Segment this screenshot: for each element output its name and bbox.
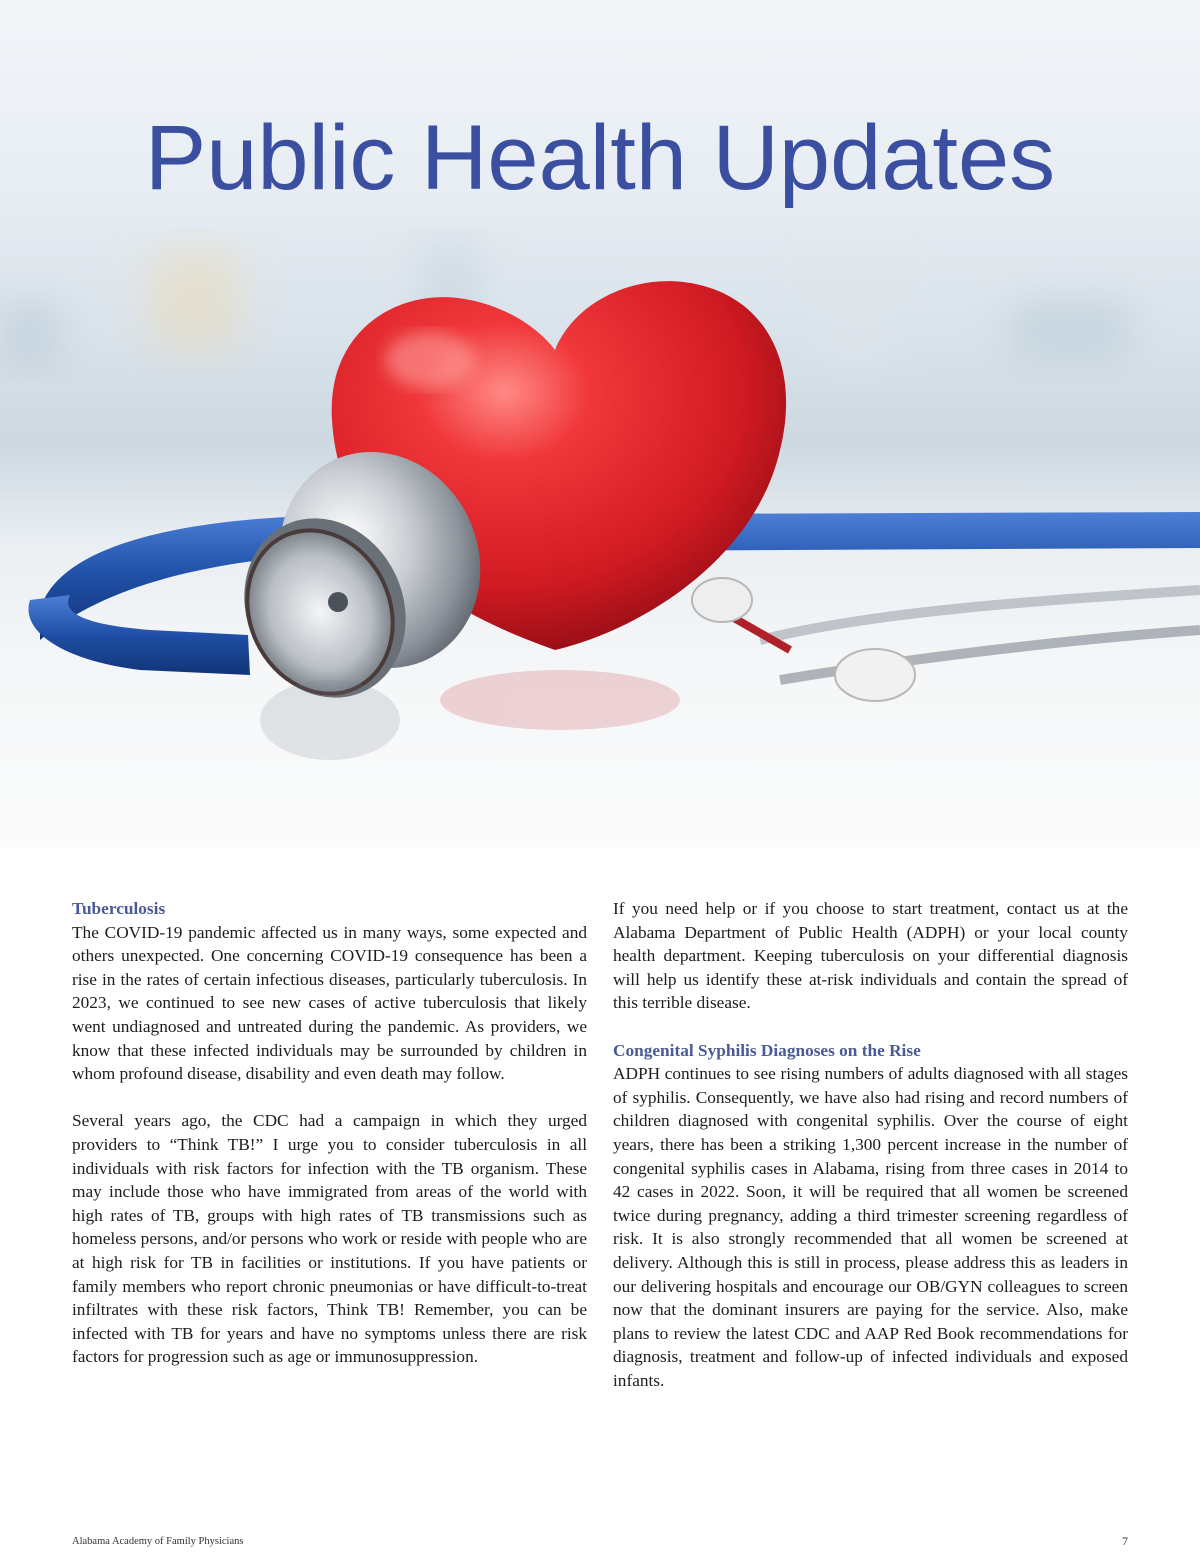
tuberculosis-paragraph-2: Several years ago, the CDC had a campaign in which they urged providers to “Think TB!” I urge you to consider tuberculosis in all individuals with risk factors for infection with the TB organism. These may include those who have immigrated from areas of the world with high rates of TB, groups with high rates of TB transmissions such as homeless persons, and/or persons who work or reside with people who are at high risk for TB in facilities or institutions. If you have patients or family members who report chronic pneumonias or have difficult-to-treat infiltrates with these risk factors, Think TB! Remember, you can be infected with TB for years and have no symptoms unless there are risk factors for progression such as age or immunosuppression.: [72, 1111, 587, 1367]
page-number: 7: [1122, 1534, 1128, 1548]
syphilis-paragraph: ADPH continues to see rising numbers of adults diagnosed with all stages of syphilis. Consequently, we have also had rising and record numbers of children diagnosed with congenital syphilis. Over the course of eight years, there has been a striking 1,300 percent increase in the number of congenital syphilis cases in Alabama, rising from three cases in 2014 to 42 cases in 2022. Soon, it will be required that all women be screened twice during pregnancy, adding a third trimester screening regardless of risk. It is also strongly recommended that all women be screened at delivery. Although this is still in process, please address this as leaders in our delivering hospitals and encourage our OB/GYN colleagues to screen now that the dominant insurers are paying for the service. Also, make plans to review the latest CDC and AAP Red Book recommendations for diagnosis, treatment and follow-up of infected individuals and exposed infants.: [613, 1064, 1128, 1390]
footer-publication: Alabama Academy of Family Physicians: [72, 1536, 244, 1547]
tuberculosis-heading: Tuberculosis: [72, 899, 166, 918]
right-column: [613, 897, 1128, 1392]
tuberculosis-paragraph-1: The COVID-19 pandemic affected us in many ways, some expected and others unexpected. One concerning COVID-19 consequence has been a rise in the rates of certain infectious diseases, particularly tuberculosis. In 2023, we continued to see new cases of active tuberculosis that likely went undiagnosed and untreated during the pandemic. As providers, we know that these infected individuals may be surrounded by children in whom profound disease, disability and even death may follow.: [72, 922, 587, 1084]
tuberculosis-contact-paragraph: If you need help or if you choose to start treatment, contact us at the Alabama Department of Public Health (ADPH) or your local county health department. Keeping tuberculosis on your differential diagnosis will help us identify these at-risk individuals and contain the spread of this terrible disease.: [613, 899, 1128, 1013]
syphilis-heading: Congenital Syphilis Diagnoses on the Rise: [613, 1040, 921, 1060]
page-title: Public Health Updates: [144, 107, 1056, 209]
left-column: [72, 897, 587, 1369]
